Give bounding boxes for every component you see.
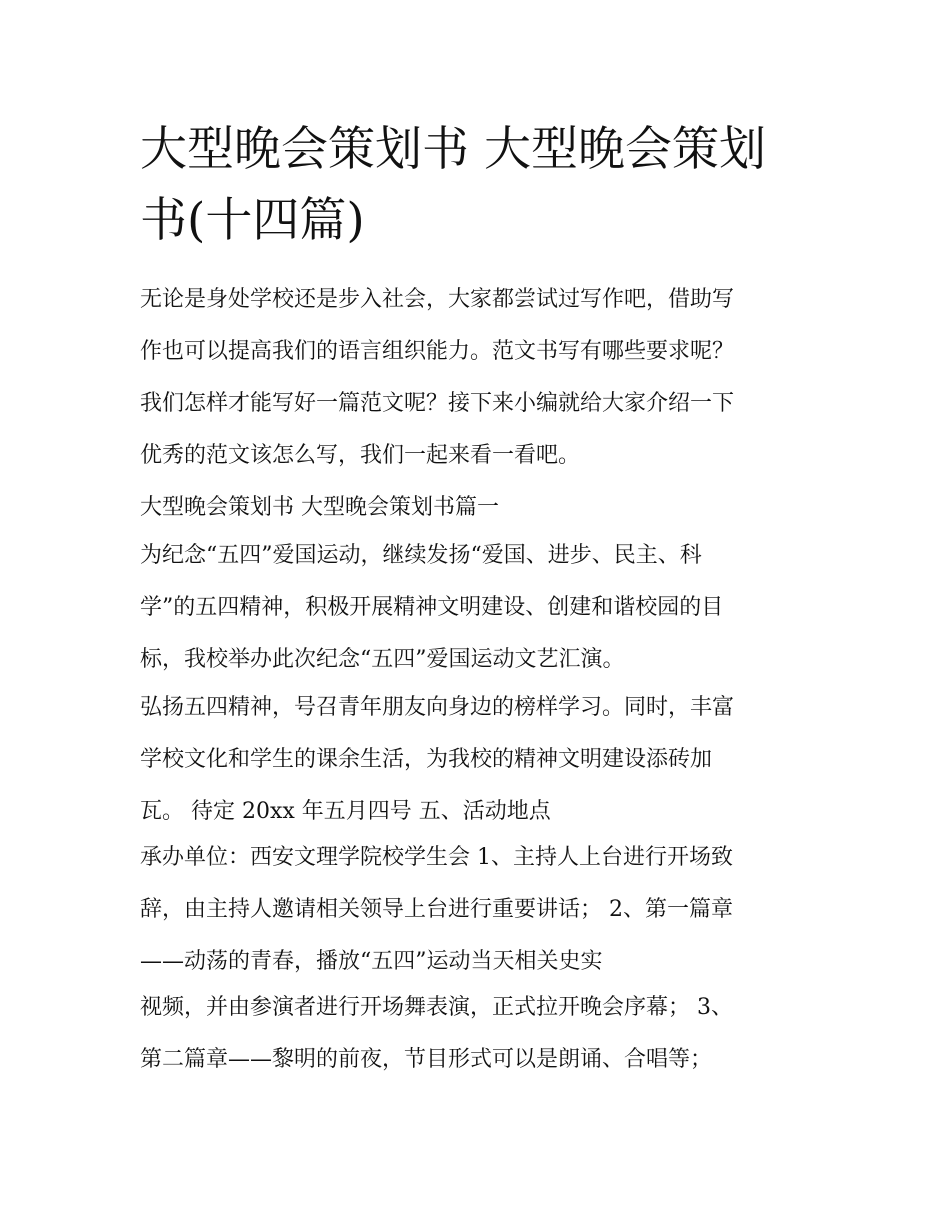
text-line: 视频，并由参演者进行开场舞表演，正式拉开晚会序幕； 3、 <box>140 995 733 1020</box>
intro-paragraph <box>140 274 820 482</box>
text-line: 无论是身处学校还是步入社会，大家都尝试过写作吧，借助写 <box>140 287 735 312</box>
text-line: 大型晚会策划书 大型晚会策划书篇一 <box>140 495 499 520</box>
program-paragraph <box>140 982 820 1086</box>
text-line: 弘扬五四精神，号召青年朋友向身边的榜样学习。同时，丰富 <box>140 695 735 720</box>
text-line: 辞，由主持人邀请相关领导上台进行重要讲话； 2、第一篇章 <box>140 897 733 922</box>
text-line: 学”的五四精神，积极开展精神文明建设、创建和谐校园的目 <box>140 595 724 620</box>
text-line: 第二篇章——黎明的前夜，节目形式可以是朗诵、合唱等； <box>140 1047 713 1072</box>
text-line: 瓦。 待定 20xx 年五月四号 五、活动地点 <box>140 799 551 824</box>
organizer-paragraph <box>140 832 820 988</box>
text-line: 承办单位：西安文理学院校学生会 1、主持人上台进行开场致 <box>140 845 733 870</box>
text-line: ——动荡的青春，播放“五四”运动当天相关史实 <box>140 949 603 974</box>
text-line: 我们怎样才能写好一篇范文呢？接下来小编就给大家介绍一下 <box>140 391 735 416</box>
text-line: 学校文化和学生的课余生活，为我校的精神文明建设添砖加 <box>140 747 713 772</box>
document-title <box>140 114 820 256</box>
text-line: 作也可以提高我们的语言组织能力。范文书写有哪些要求呢？ <box>140 339 735 364</box>
text-line: 为纪念“五四”爱国运动，继续发扬“爱国、进步、民主、科 <box>140 543 702 568</box>
theme-paragraph <box>140 682 820 838</box>
purpose-paragraph <box>140 530 820 686</box>
title-line: 书(十四篇) <box>140 193 365 248</box>
section-heading <box>140 482 820 534</box>
text-line: 标，我校举办此次纪念“五四”爱国运动文艺汇演。 <box>140 647 625 672</box>
text-line: 优秀的范文该怎么写，我们一起来看一看吧。 <box>140 443 581 468</box>
title-line: 大型晚会策划书 大型晚会策划 <box>140 122 766 177</box>
